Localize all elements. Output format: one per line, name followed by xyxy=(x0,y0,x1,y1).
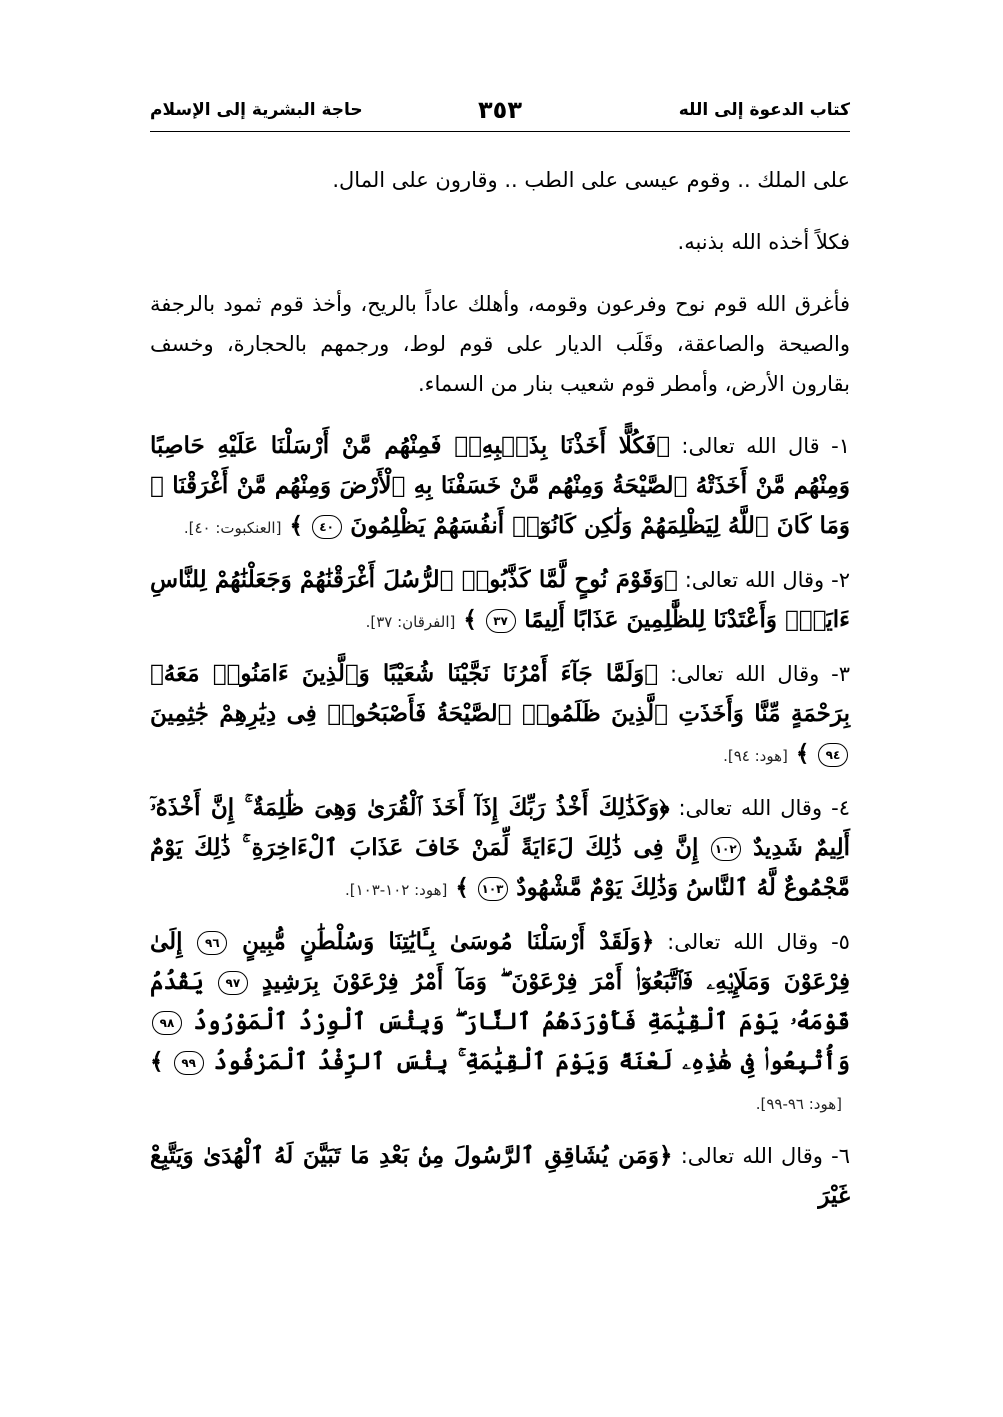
item-intro: وقال الله تعالى: xyxy=(684,568,825,592)
quran-close-bracket: ﴾ xyxy=(289,512,303,539)
citation-item xyxy=(150,426,850,548)
verse-number-marker: ٩٧ xyxy=(218,971,248,995)
quran-open-bracket: ﴿ xyxy=(640,928,655,955)
item-intro: وقال الله تعالى: xyxy=(678,796,823,820)
running-header xyxy=(150,96,850,130)
verse-number-marker: ٣٧ xyxy=(486,609,516,633)
paragraph: فكلاً أخذه الله بذنبه. xyxy=(677,230,850,254)
verse-number-marker: ٩٨ xyxy=(152,1011,182,1035)
quran-close-bracket: ﴾ xyxy=(455,874,469,901)
header-divider xyxy=(150,131,850,132)
quran-text: وَقَوْمَ نُوحٍ لَّمَّا كَذَّبُوا۟ ٱلرُّسُلَ أَغْرَقْنَٰهُمْ وَجَعَلْنَٰهُمْ لِلنَّاسِ ءَايَةًۖ وَأَعْتَدْنَا لِلظَّٰلِمِينَ عَذَابًا أَلِيمًا xyxy=(150,566,850,633)
quran-close-bracket: ﴾ xyxy=(795,740,810,767)
quran-text: إِنَّ فِى ذَٰلِكَ لَءَايَةً لِّمَنْ خَافَ عَذَابَ ٱلْءَاخِرَةِ ۚ ذَٰلِكَ يَوْمٌ مَّجْمُوعٌ لَّهُ ٱلنَّاسُ وَذَٰلِكَ يَوْمٌ مَّشْهُودٌ xyxy=(150,834,850,901)
verse-number-marker: ٩٤ xyxy=(818,743,848,767)
paragraph: فأغرق الله قوم نوح وفرعون وقومه، وأهلك عاداً بالريح، وأخذ قوم ثمود بالرجفة والصيحة والصاعقة، وقَلَب الديار على قوم لوط، ورجمهم بالحجارة، وخسف بقارون الأرض، وأمطر قوم شعيب بنار من السماء. xyxy=(150,292,850,396)
item-number: ٢- xyxy=(831,568,850,592)
quran-text: وَكَذَٰلِكَ أَخْذُ رَبِّكَ إِذَآ أَخَذَ ٱلْقُرَىٰ وَهِىَ ظَٰلِمَةٌ ۚ إِنَّ أَخْذَهُۥٓ أَلِيمٌ شَدِيدٌ xyxy=(150,794,850,861)
quran-text: يَقْدُمُ قَوْمَهُۥ يَوْمَ ٱلْقِيَٰمَةِ فَأَوْرَدَهُمُ ٱلنَّارَ ۖ وَبِئْسَ ٱلْوِرْدُ ٱلْمَوْرُودُ xyxy=(150,968,850,1035)
surah-reference: [العنكبوت: ٤٠]. xyxy=(183,519,282,537)
item-number: ٦- xyxy=(831,1144,850,1168)
citation-item xyxy=(150,922,850,1124)
chapter-title: حاجة البشرية إلى الإسلام xyxy=(150,100,363,120)
quran-close-bracket: ﴾ xyxy=(150,1048,164,1075)
surah-reference: [هود: ٩٤]. xyxy=(723,747,788,765)
surah-reference: [الفرقان: ٣٧]. xyxy=(365,613,456,631)
verse-number-marker: ١٠٣ xyxy=(478,877,508,901)
quran-text: وَلَمَّا جَآءَ أَمْرُنَا نَجَّيْنَا شُعَيْبًا وَٱلَّذِينَ ءَامَنُوا۟ مَعَهُۥ بِرَحْمَةٍ مِّنَّا وَأَخَذَتِ ٱلَّذِينَ ظَلَمُوا۟ ٱلصَّيْحَةُ فَأَصْبَحُوا۟ فِى دِيَٰرِهِمْ جَٰثِمِينَ xyxy=(150,660,850,727)
book-title: كتاب الدعوة إلى الله xyxy=(678,100,850,120)
item-number: ٤- xyxy=(831,796,850,820)
citation-item xyxy=(150,654,850,776)
item-intro: وقال الله تعالى: xyxy=(680,1144,823,1168)
item-number: ١- xyxy=(831,434,850,458)
paragraph: على الملك .. وقوم عيسى على الطب .. وقارون على المال. xyxy=(332,168,850,192)
surah-reference: [هود: ١٠٢-١٠٣]. xyxy=(344,881,448,899)
quran-text: فَكُلًّا أَخَذْنَا بِذَنۢبِهِۦۖ فَمِنْهُم مَّنْ أَرْسَلْنَا عَلَيْهِ حَاصِبًا وَمِنْهُم مَّنْ أَخَذَتْهُ ٱلصَّيْحَةُ وَمِنْهُم مَّنْ خَسَفْنَا بِهِ ٱلْأَرْضَ وَمِنْهُم مَّنْ أَغْرَقْنَا ۚ وَمَا كَانَ ٱللَّهُ لِيَظْلِمَهُمْ وَلَٰكِن كَانُوٓا۟ أَنفُسَهُمْ يَظْلِمُونَ xyxy=(150,432,850,539)
verse-number-marker: ١٠٢ xyxy=(711,837,741,861)
quran-open-bracket: ﴿ xyxy=(659,794,670,821)
verse-number-marker: ٩٩ xyxy=(174,1051,204,1075)
quran-text: وَلَقَدْ أَرْسَلْنَا مُوسَىٰ بِـَٔايَٰتِنَا وَسُلْطَٰنٍ مُّبِينٍ xyxy=(242,928,641,955)
item-intro: قال الله تعالى: xyxy=(681,434,820,458)
verse-number-marker: ٩٦ xyxy=(197,931,227,955)
citation-item xyxy=(150,788,850,910)
citation-item xyxy=(150,560,850,642)
citation-item xyxy=(150,1136,850,1216)
quran-open-bracket: ﴿ xyxy=(644,660,659,687)
page-body xyxy=(150,160,850,1228)
quran-open-bracket: ﴿ xyxy=(664,566,678,593)
quran-text: إِلَىٰ فِرْعَوْنَ وَمَلَإِي۟هِۦ فَٱتَّبَعُوٓا۟ أَمْرَ فِرْعَوْنَ ۖ وَمَآ أَمْرُ فِرْعَوْنَ بِرَشِيدٍ xyxy=(150,928,850,995)
quran-text: وَمَن يُشَاقِقِ ٱلرَّسُولَ مِنۢ بَعْدِ مَا تَبَيَّنَ لَهُ ٱلْهُدَىٰ وَيَتَّبِعْ غَيْرَ xyxy=(150,1142,850,1209)
quran-text: وَأُتْبِعُوا۟ فِى هَٰذِهِۦ لَعْنَةً وَيَوْمَ ٱلْقِيَٰمَةِ ۚ بِئْسَ ٱلرِّفْدُ ٱلْمَرْفُودُ xyxy=(213,1048,850,1075)
item-intro: وقال الله تعالى: xyxy=(669,662,820,686)
quran-open-bracket: ﴿ xyxy=(656,432,671,459)
item-number: ٣- xyxy=(831,662,850,686)
verse-number-marker: ٤٠ xyxy=(312,515,342,539)
quran-close-bracket: ﴾ xyxy=(463,606,477,633)
page-number: ٣٥٣ xyxy=(478,96,522,124)
item-intro: وقال الله تعالى: xyxy=(667,930,819,954)
surah-reference: [هود: ٩٦-٩٩]. xyxy=(755,1095,842,1113)
quran-open-bracket: ﴿ xyxy=(658,1142,673,1169)
item-number: ٥- xyxy=(831,930,850,954)
verse-list xyxy=(150,426,850,1216)
